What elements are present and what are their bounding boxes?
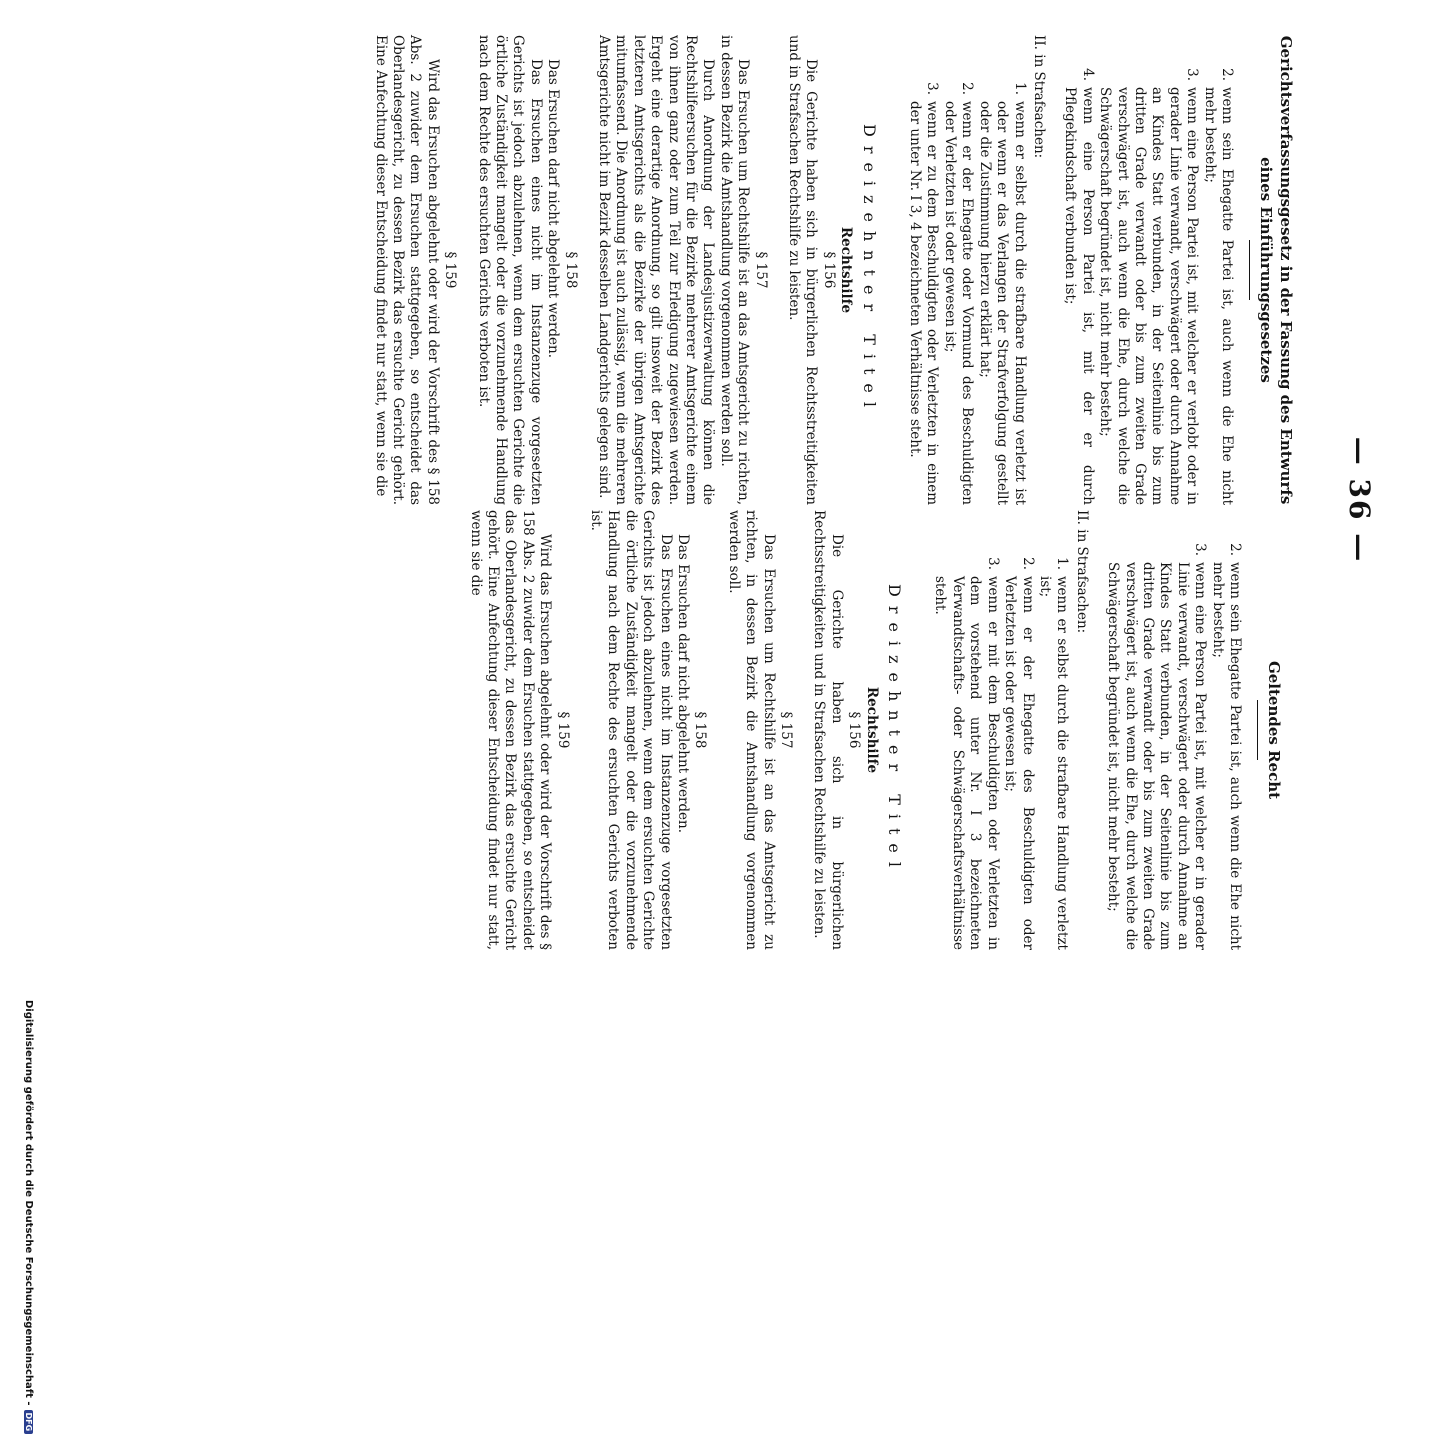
digitization-credit bbox=[2, 1000, 34, 1434]
credit-text: Digitalisierung gefördert durch die Deutsche Forschungsgemeinschaft - bbox=[23, 1000, 34, 1406]
paragraph-text: Wird das Ersuchen abgelehnt oder wird der Vorschrift des § 158 Abs. 2 zuwider dem Ersuchen stattgegeben, so entscheidet das Oberlandesgericht, zu dessen Bezirk das ersuchte Gericht gehört. Eine Anfechtung dieser Entscheidung findet nur statt, wenn sie die bbox=[467, 510, 554, 950]
list-item bbox=[906, 55, 941, 505]
item-text: wenn er der Ehegatte oder Vormund des Beschuldigten oder Verletzten ist oder gewesen ist; bbox=[941, 101, 976, 505]
paragraph-text: Durch Anordnung der Landesjustizverwaltung können die Rechtshilfeersuchen für die Bezirke mehrerer Amtsgerichte einem von ihnen ganz oder zum Teil zur Erledigung zugewiesen werden. Ergeht eine derartige Anordnung, so gilt insoweit der Bezirk des letzteren Amtsgerichts als die Bezirke der übrigen Amtsgerichte mitumfassend. Die Anordnung ist auch zulässig, wenn die mehreren Amtsgerichte nicht im Bezirk desselben Landgerichts gelegen sind. bbox=[596, 35, 717, 505]
title-heading: Dreizehnter Titel bbox=[859, 123, 879, 416]
paragraph-text: Die Gerichte haben sich in bürgerlichen Rechtsstreitigkeiten und in Strafsachen Rechtshilfe zu leisten. bbox=[811, 510, 845, 950]
digitization-credit-text bbox=[20, 1000, 34, 1434]
title-heading: Dreizehnter Titel bbox=[885, 583, 905, 876]
paragraph-text: Das Ersuchen darf nicht abgelehnt werden. bbox=[675, 534, 692, 834]
list-item bbox=[1061, 55, 1096, 505]
paragraph-text: Das Ersuchen um Rechtshilfe ist an das Amtsgericht zu richten, in dessen Bezirk die Amtshandlung vorgenommen werden soll. bbox=[725, 510, 777, 950]
list-item bbox=[1200, 55, 1235, 505]
section-heading: Rechtshilfe bbox=[838, 226, 855, 314]
paragraph-number: § 158 bbox=[692, 711, 709, 749]
section-ii-heading: II. in Strafsachen: bbox=[1073, 510, 1090, 634]
list-item bbox=[1104, 530, 1208, 950]
paragraph-text: Das Ersuchen darf nicht abgelehnt werden. bbox=[545, 59, 562, 359]
item-number: 4. bbox=[1079, 68, 1096, 81]
item-number: 2. bbox=[959, 82, 976, 95]
item-text: wenn eine Person Partei ist, mit welcher er verlobt oder in gerader Linie verwandt, verschwägert oder durch Annahme an Kindes Statt verbunden, in der Seitenlinie bis zum dritten Grade verwandt oder bis zum zweiten Grade verschwägert ist, auch wenn die Ehe, durch welche die Schwägerschaft begründet ist, nicht mehr besteht; bbox=[1097, 87, 1201, 505]
list-item bbox=[931, 530, 1001, 950]
item-text: wenn sein Ehegatte Partei ist, auch wenn die Ehe nicht mehr besteht; bbox=[1209, 562, 1243, 950]
right-column-title: Geltendes Recht bbox=[1265, 660, 1283, 800]
item-text: wenn er selbst durch die strafbare Handlung verletzt ist oder wenn er das Verlangen der Strafverfolgung gestellt oder die Zustimmung hierzu erklärt hat; bbox=[976, 101, 1028, 505]
item-number: 3. bbox=[1184, 68, 1201, 81]
paragraph-number: § 159 bbox=[554, 711, 571, 749]
list-item bbox=[1208, 530, 1243, 950]
item-text: wenn eine Person Partei ist, mit welcher er in gerader Linie verwandt, verschwägert oder durch Annahme an Kindes Statt verbunden, in der Seitenlinie bis zum dritten Grade verwandt oder bis zum zweiten Grade verschwägert ist, auch wenn die Ehe, durch welche die Schwägerschaft begründet ist, nicht mehr besteht; bbox=[1105, 562, 1209, 950]
paragraph-text: Die Gerichte haben sich in bürgerlichen Rechtsstreitigkeiten und in Strafsachen Rechtshilfe zu leisten. bbox=[786, 35, 820, 505]
paragraph-number: § 156 bbox=[846, 711, 863, 749]
left-column bbox=[371, 35, 1296, 505]
right-column bbox=[466, 510, 1296, 950]
item-number: 2. bbox=[1219, 68, 1235, 81]
section-ii-heading: II. in Strafsachen: bbox=[1030, 35, 1047, 159]
item-text: wenn eine Person Partei ist, mit der er durch Pflegekindschaft verbunden ist; bbox=[1062, 87, 1096, 505]
list-item bbox=[975, 55, 1027, 505]
paragraph-text: Das Ersuchen um Rechtshilfe ist an das Amtsgericht zu richten, in dessen Bezirk die Amtshandlung vorgenommen werden soll. bbox=[717, 35, 752, 505]
left-column-title: Gerichtsverfassungsgesetz in der Fassung des Entwurfs eines Einführungsgesetzes bbox=[1257, 35, 1295, 505]
item-number: 3. bbox=[924, 82, 941, 95]
item-number: 2. bbox=[1227, 543, 1243, 556]
item-text: wenn er der Ehegatte des Beschuldigten oder Verletzten ist oder gewesen ist; bbox=[1002, 576, 1036, 950]
list-item bbox=[1001, 530, 1036, 950]
paragraph-number: § 157 bbox=[778, 711, 795, 749]
item-number: 2. bbox=[1019, 557, 1036, 570]
paragraph-number: § 156 bbox=[820, 251, 837, 289]
item-number: 3. bbox=[984, 557, 1001, 570]
paragraph-number: § 159 bbox=[442, 251, 459, 289]
paragraph-text: Wird das Ersuchen abgelehnt oder wird der Vorschrift des § 158 Abs. 2 zuwider dem Ersuchen stattgegeben, so entscheidet das Oberlandesgericht, zu dessen Bezirk das ersuchte Gericht gehört. Eine Anfechtung dieser Entscheidung findet nur statt, wenn sie die bbox=[372, 35, 441, 505]
item-text: wenn er selbst durch die strafbare Handlung verletzt ist; bbox=[1036, 576, 1071, 950]
item-text: wenn er zu dem Beschuldigten oder Verletzten in einem der unter Nr. I 3, 4 bezeichneten Verhältnisse steht. bbox=[907, 101, 941, 505]
list-item bbox=[941, 55, 976, 505]
title-rule bbox=[1249, 240, 1250, 300]
title-rule bbox=[1257, 700, 1258, 760]
item-number: 1. bbox=[1011, 82, 1028, 95]
item-text: wenn er mit dem Beschuldigten oder Verletzten in dem vorstehend unter Nr. I 3 bezeichneten Verwandtschafts- oder Schwägerschaftsverhältnisse steht. bbox=[932, 576, 1001, 950]
list-item bbox=[1036, 530, 1071, 950]
paragraph-number: § 157 bbox=[752, 251, 769, 289]
item-number: 3. bbox=[1192, 543, 1209, 556]
section-heading: Rechtshilfe bbox=[863, 686, 880, 774]
paragraph-number: § 158 bbox=[562, 251, 579, 289]
paragraph-text: Das Ersuchen eines nicht im Instanzenzuge vorgesetzten Gerichts ist jedoch abzulehnen, wenn dem ersuchten Gerichte die örtliche Zuständigkeit mangelt oder die vorzunehmende Handlung nach dem Rechte des ersuchten Gerichts verboten ist. bbox=[475, 35, 544, 505]
item-text: wenn sein Ehegatte Partei ist, auch wenn die Ehe nicht mehr besteht; bbox=[1201, 87, 1235, 505]
page-number: — 36 — bbox=[1343, 436, 1376, 564]
paragraph-text: Das Ersuchen eines nicht im Instanzenzuge vorgesetzten Gerichts ist jedoch abzulehnen, wenn dem ersuchten Gerichte die örtliche Zuständigkeit mangelt oder die vorzunehmende Handlung nach dem Rechte des ersuchten Gerichts verboten ist. bbox=[588, 510, 674, 950]
dfg-logo: DFG bbox=[24, 1410, 33, 1434]
list-item bbox=[1096, 55, 1200, 505]
item-number: 1. bbox=[1054, 557, 1071, 570]
